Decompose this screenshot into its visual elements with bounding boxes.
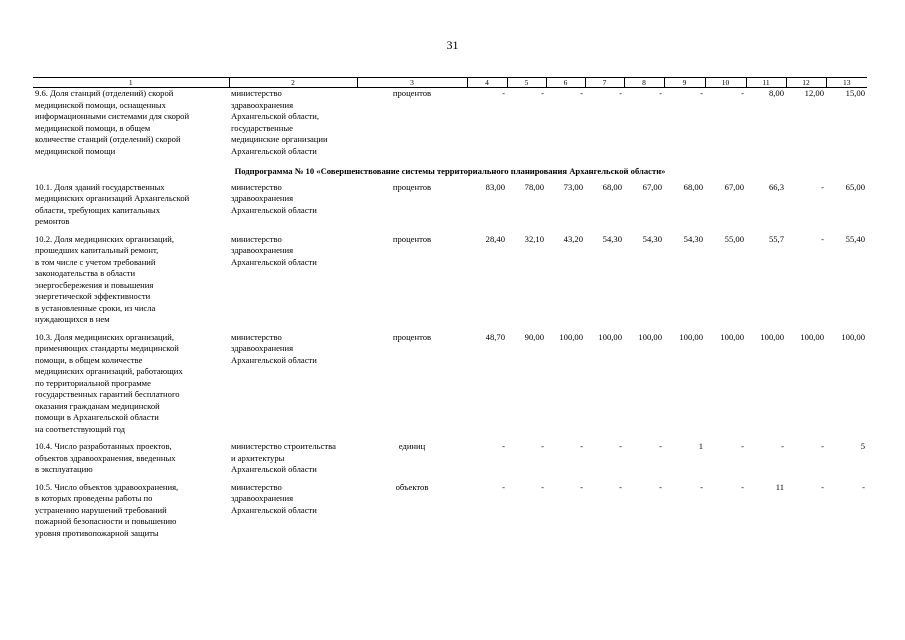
column-number-3: 3 [357, 78, 467, 88]
indicator-name-cell [33, 88, 229, 158]
responsible-line: министерство строительства [231, 441, 336, 451]
value-cell: 54,30 [683, 233, 703, 244]
indicator-name-line: на соответствующий год [35, 423, 126, 434]
responsible-line: Архангельской области [231, 464, 317, 474]
unit-cell: процентов [392, 181, 432, 192]
indicator-name-line: помощи, в общем количестве [35, 354, 143, 365]
value-cell: - [821, 233, 824, 244]
indicator-name-line: в установленные сроки, из числа [35, 302, 156, 313]
responsible-cell [229, 182, 357, 228]
table-row-row-10-3 [33, 332, 867, 436]
value-cell: 100,00 [638, 331, 662, 342]
value-cell: 100,00 [720, 331, 744, 342]
value-cell: - [580, 88, 583, 98]
value-cell: - [619, 441, 622, 451]
column-number-9: 9 [664, 78, 705, 88]
indicator-name-line: ремонтов [35, 216, 70, 226]
table-row-row-10-1 [33, 182, 867, 228]
value-cell: 65,00 [845, 181, 865, 192]
indicator-name-line: 9.6. Доля станций (отделений) скорой [35, 88, 174, 98]
value-cell: - [821, 181, 824, 192]
value-cell: 100,00 [800, 331, 824, 342]
indicator-name-line: объектов здравоохранения, введенных [35, 452, 176, 463]
value-cell: 67,00 [724, 181, 744, 192]
column-number-6: 6 [546, 78, 585, 88]
responsible-line: министерство [231, 233, 282, 244]
value-cell: - [821, 441, 824, 451]
value-cell: - [502, 441, 505, 451]
value-cell: - [619, 88, 622, 98]
value-cell: 55,00 [724, 233, 744, 244]
responsible-line: здравоохранения [231, 493, 294, 503]
indicator-name-line: в том числе с учетом требований [35, 256, 156, 267]
value-cell: - [619, 481, 622, 492]
indicator-name-cell [33, 332, 229, 436]
column-number-12: 12 [786, 78, 826, 88]
responsible-cell [229, 332, 357, 436]
value-cell: 54,30 [602, 233, 622, 244]
indicator-name-line: уровня противопожарной защиты [35, 527, 159, 538]
table-row-row-9-6 [33, 88, 867, 158]
responsible-cell [229, 441, 357, 476]
value-cell: 1 [698, 441, 703, 451]
value-cell: 83,00 [485, 181, 505, 192]
value-cell: 55,7 [768, 233, 784, 244]
column-number-5: 5 [507, 78, 546, 88]
unit-cell: объектов [395, 481, 429, 492]
value-cell: 32,10 [524, 233, 544, 244]
indicator-name-line: количестве станций (отделений) скорой [35, 134, 181, 144]
value-cell: - [700, 481, 703, 492]
value-cell: 100,00 [841, 331, 865, 342]
indicator-name-line: 10.3. Доля медицинских организаций, [35, 331, 174, 342]
indicator-name-line: области, требующих капитальных [35, 204, 160, 215]
value-cell: - [781, 441, 784, 451]
column-number-2: 2 [229, 78, 357, 88]
subprogram-row [33, 163, 867, 182]
value-cell: - [821, 481, 824, 492]
table-header-row [33, 78, 867, 88]
indicator-name-line: информационными системами для скорой [35, 111, 190, 121]
responsible-line: Архангельской области [231, 504, 317, 515]
value-cell: - [659, 441, 662, 451]
indicator-name-line: 10.1. Доля зданий государственных [35, 181, 165, 192]
indicator-name-line: медицинских организаций Архангельской [35, 193, 190, 203]
indicator-name-line: в которых проведены работы по [35, 493, 153, 503]
value-cell: 100,00 [679, 331, 703, 342]
value-cell: 73,00 [563, 181, 583, 192]
responsible-line: и архитектуры [231, 452, 285, 463]
table-row-row-10-5 [33, 482, 867, 540]
row-spacer [33, 539, 867, 545]
value-cell: - [700, 88, 703, 98]
responsible-line: здравоохранения [231, 99, 294, 110]
value-cell: - [502, 88, 505, 98]
indicator-name-line: помощи в Архангельской области [35, 412, 159, 422]
value-cell: 68,00 [602, 181, 622, 192]
indicator-name-cell [33, 182, 229, 228]
indicator-name-line: по территориальной программе [35, 377, 151, 388]
unit-cell: процентов [392, 233, 432, 244]
indicator-name-line: в эксплуатацию [35, 464, 93, 474]
value-cell: 11 [775, 481, 784, 492]
indicator-name-line: устранению нарушений требований [35, 504, 167, 515]
value-cell: - [741, 441, 744, 451]
indicator-name-line: энергосбережения и повышения [35, 279, 154, 290]
value-cell: 12,00 [804, 88, 824, 98]
responsible-line: медицинские организации [231, 134, 328, 144]
indicator-name-line: медицинских организаций, работающих [35, 366, 183, 376]
value-cell: 54,30 [642, 233, 662, 244]
responsible-line: здравоохранения [231, 245, 294, 255]
value-cell: 15,00 [845, 88, 865, 98]
indicator-name-line: энергетической эффективности [35, 291, 151, 301]
responsible-cell [229, 482, 357, 540]
indicator-name-line: нуждающихся в нем [35, 314, 110, 324]
responsible-line: Архангельской области [231, 256, 317, 267]
indicator-name-line: 10.4. Число разработанных проектов, [35, 441, 172, 451]
responsible-line: министерство [231, 88, 282, 98]
value-cell: 43,20 [563, 233, 583, 244]
indicator-name-line: законодательства в области [35, 268, 136, 278]
value-cell: 67,00 [642, 181, 662, 192]
value-cell: - [541, 88, 544, 98]
responsible-line: Архангельской области, [231, 111, 320, 121]
responsible-line: государственные [231, 122, 293, 133]
responsible-line: Архангельской области [231, 145, 317, 156]
value-cell: - [580, 481, 583, 492]
responsible-cell [229, 234, 357, 326]
indicator-name-line: пожарной безопасности и повышению [35, 516, 177, 526]
indicators-table [33, 77, 867, 545]
value-cell: 68,00 [683, 181, 703, 192]
unit-cell: единиц [398, 441, 426, 451]
responsible-line: здравоохранения [231, 343, 294, 353]
indicator-name-line: применяющих стандарты медицинской [35, 343, 179, 353]
value-cell: 28,40 [485, 233, 505, 244]
indicator-name-line: государственных гарантий бесплатного [35, 389, 180, 399]
value-cell: 5 [860, 441, 865, 451]
value-cell: 100,00 [760, 331, 784, 342]
indicator-name-line: прошедших капитальный ремонт, [35, 245, 159, 255]
value-cell: 55,40 [845, 233, 865, 244]
table-body [33, 78, 867, 546]
value-cell: 90,00 [524, 331, 544, 342]
responsible-line: Архангельской области [231, 204, 317, 215]
value-cell: 100,00 [559, 331, 583, 342]
value-cell: 100,00 [598, 331, 622, 342]
value-cell: - [659, 481, 662, 492]
indicator-name-cell [33, 482, 229, 540]
value-cell: - [741, 88, 744, 98]
value-cell: 66,3 [768, 181, 784, 192]
value-cell: - [580, 441, 583, 451]
responsible-cell [229, 88, 357, 158]
value-cell: - [541, 481, 544, 492]
indicator-name-line: медицинской помощи, в общем [35, 122, 151, 133]
value-cell: - [862, 481, 865, 492]
indicator-name-cell [33, 441, 229, 476]
indicator-name-cell [33, 234, 229, 326]
indicator-name-line: медицинской помощи [35, 145, 116, 156]
column-number-7: 7 [585, 78, 624, 88]
page-number: 31 [446, 38, 459, 52]
column-number-11: 11 [746, 78, 786, 88]
value-cell: - [659, 88, 662, 98]
column-number-1: 1 [33, 78, 229, 88]
unit-cell: процентов [392, 88, 432, 98]
value-cell: 78,00 [524, 181, 544, 192]
value-cell: - [741, 481, 744, 492]
indicator-name-line: 10.5. Число объектов здравоохранения, [35, 481, 179, 492]
column-number-8: 8 [624, 78, 664, 88]
indicator-name-line: оказания гражданам медицинской [35, 400, 160, 411]
value-cell: 48,70 [485, 331, 505, 342]
value-cell: 8,00 [768, 88, 784, 98]
value-cell: - [541, 441, 544, 451]
unit-cell: процентов [392, 331, 432, 342]
responsible-line: министерство [231, 181, 282, 192]
value-cell: - [502, 481, 505, 492]
responsible-line: здравоохранения [231, 193, 294, 203]
responsible-line: Архангельской области [231, 354, 317, 365]
table-row-row-10-4 [33, 441, 867, 476]
row-spacer-cell [33, 539, 867, 545]
column-number-4: 4 [467, 78, 507, 88]
indicator-name-line: медицинской помощи, оснащенных [35, 99, 166, 110]
table-row-row-10-2 [33, 234, 867, 326]
column-number-13: 13 [826, 78, 867, 88]
responsible-line: министерство [231, 481, 282, 492]
indicator-name-line: 10.2. Доля медицинских организаций, [35, 233, 174, 244]
column-number-10: 10 [705, 78, 746, 88]
subprogram-title: Подпрограмма № 10 «Совершенствование системы территориального планирования Архангельской области» [234, 166, 666, 176]
responsible-line: министерство [231, 331, 282, 342]
